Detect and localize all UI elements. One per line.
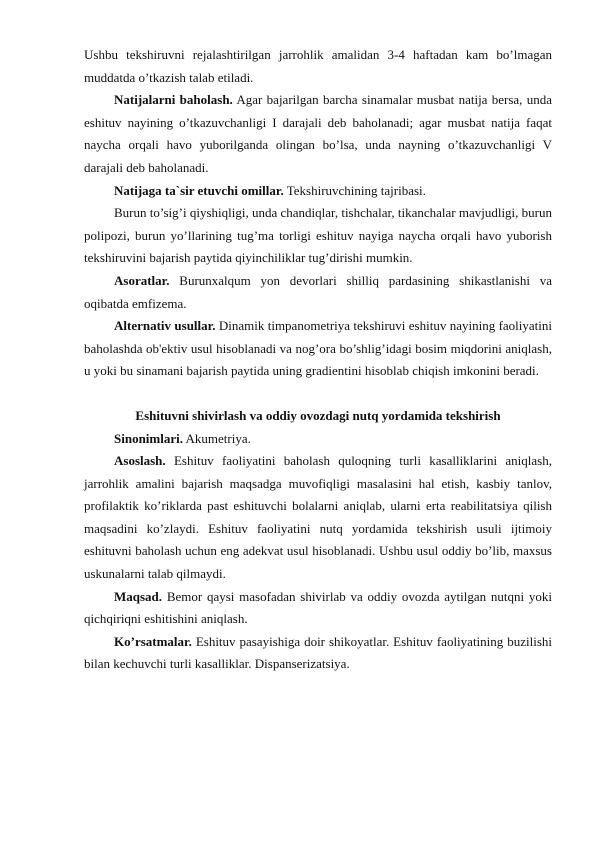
paragraph-burun <box>84 202 552 270</box>
paragraph-text: Burun to’sig’i qiyshiqligi, unda chandiqlar, tishchalar, tikanchalar mavjudligi, burun polipozi, burun yo’llarining tug’ma torligi eshituv nayiga naycha orqali havo yuborish tekshiruvini bajarish paytida qiyinchiliklar tug’dirishi mumkin. <box>84 205 552 266</box>
paragraph-intro <box>84 44 552 89</box>
paragraph-alternativ-usullar <box>84 315 552 383</box>
paragraph-sinonimlari <box>84 428 552 451</box>
paragraph-heading: Maqsad. <box>114 588 163 604</box>
paragraph-text: Akumetriya. <box>183 430 251 446</box>
paragraph-heading: Ko’rsatmalar. <box>114 633 192 649</box>
paragraph-asoslash <box>84 450 552 586</box>
paragraph-asoratlar <box>84 270 552 315</box>
document-page <box>84 44 552 676</box>
paragraph-heading: Sinonimlari. <box>114 430 183 446</box>
paragraph-text: Eshituv faoliyatini baholash quloqning turli kasalliklarini aniqlash, jarrohlik amalini bajarish maqsadga muvofiqligi masalasini hal etish, kasbiy tanlov, profilaktik ko’riklarda past eshituvchi bolalarni aniqlab, ularni erta reabilitatsiya qilish maqsadini ko’zlaydi. Eshituv faoliyatini nutq yordamida tekshirish usuli ijtimoiy eshituvni baholash uchun eng adekvat usul hisoblanadi. Ushbu usul oddiy bo’lib, maxsus uskunalarni talab qilmaydi. <box>84 453 552 582</box>
paragraph-korsatmalar <box>84 631 552 676</box>
paragraph-text: Ushbu tekshiruvni rejalashtirilgan jarrohlik amalidan 3-4 haftadan kam bo’lmagan muddatda o’tkazish talab etiladi. <box>84 47 552 85</box>
paragraph-text: Dinamik timpanometriya tekshiruvi eshituv nayining faoliyatini baholashda ob'ektiv usul hisoblanadi va nog’ora bo’shlig’idagi bosim miqdorini aniqlash, u yoki bu sinamani bajarish paytida uning gradientini hisoblab chiqish imkonini beradi. <box>84 318 552 379</box>
paragraph-text: Agar bajarilgan barcha sinamalar musbat natija bersa, unda eshituv nayining o’tkazuvchanligi I darajali deb baholanadi; agar musbat natija faqat naycha orqali havo yuborilganda olingan bo’lsa, unda nayning o’tkazuvchanligi V darajali deb baholanadi. <box>84 92 552 175</box>
paragraph-heading: Asoslash. <box>114 453 166 469</box>
paragraph-heading: Natijaga ta`sir etuvchi omillar. <box>114 182 284 198</box>
paragraph-heading: Natijalarni baholash. <box>114 92 233 108</box>
paragraph-heading: Asoratlar. <box>114 272 170 288</box>
paragraph-text: Burunxalqum yon devorlari shilliq pardasining shikastlanishi va oqibatda emfizema. <box>84 272 552 311</box>
paragraph-text: Tekshiruvchining tajribasi. <box>283 182 426 198</box>
section-spacer <box>84 383 552 405</box>
paragraph-text: Bemor qaysi masofadan shivirlab va oddiy ovozda aytilgan nutqni yoki qichqiriqni eshitishini aniqlash. <box>84 588 552 627</box>
paragraph-maqsad <box>84 586 552 631</box>
paragraph-natijaga-tasir <box>84 180 552 203</box>
paragraph-heading: Alternativ usullar. <box>114 318 216 334</box>
paragraph-natijalarni-baholash <box>84 89 552 179</box>
section-heading: Eshituvni shivirlash va oddiy ovozdagi nutq yordamida tekshirish <box>135 407 501 423</box>
paragraph-text: Eshituv pasayishiga doir shikoyatlar. Eshituv faoliyatining buzilishi bilan kechuvchi turli kasalliklar. Dispanserizatsiya. <box>84 633 552 672</box>
